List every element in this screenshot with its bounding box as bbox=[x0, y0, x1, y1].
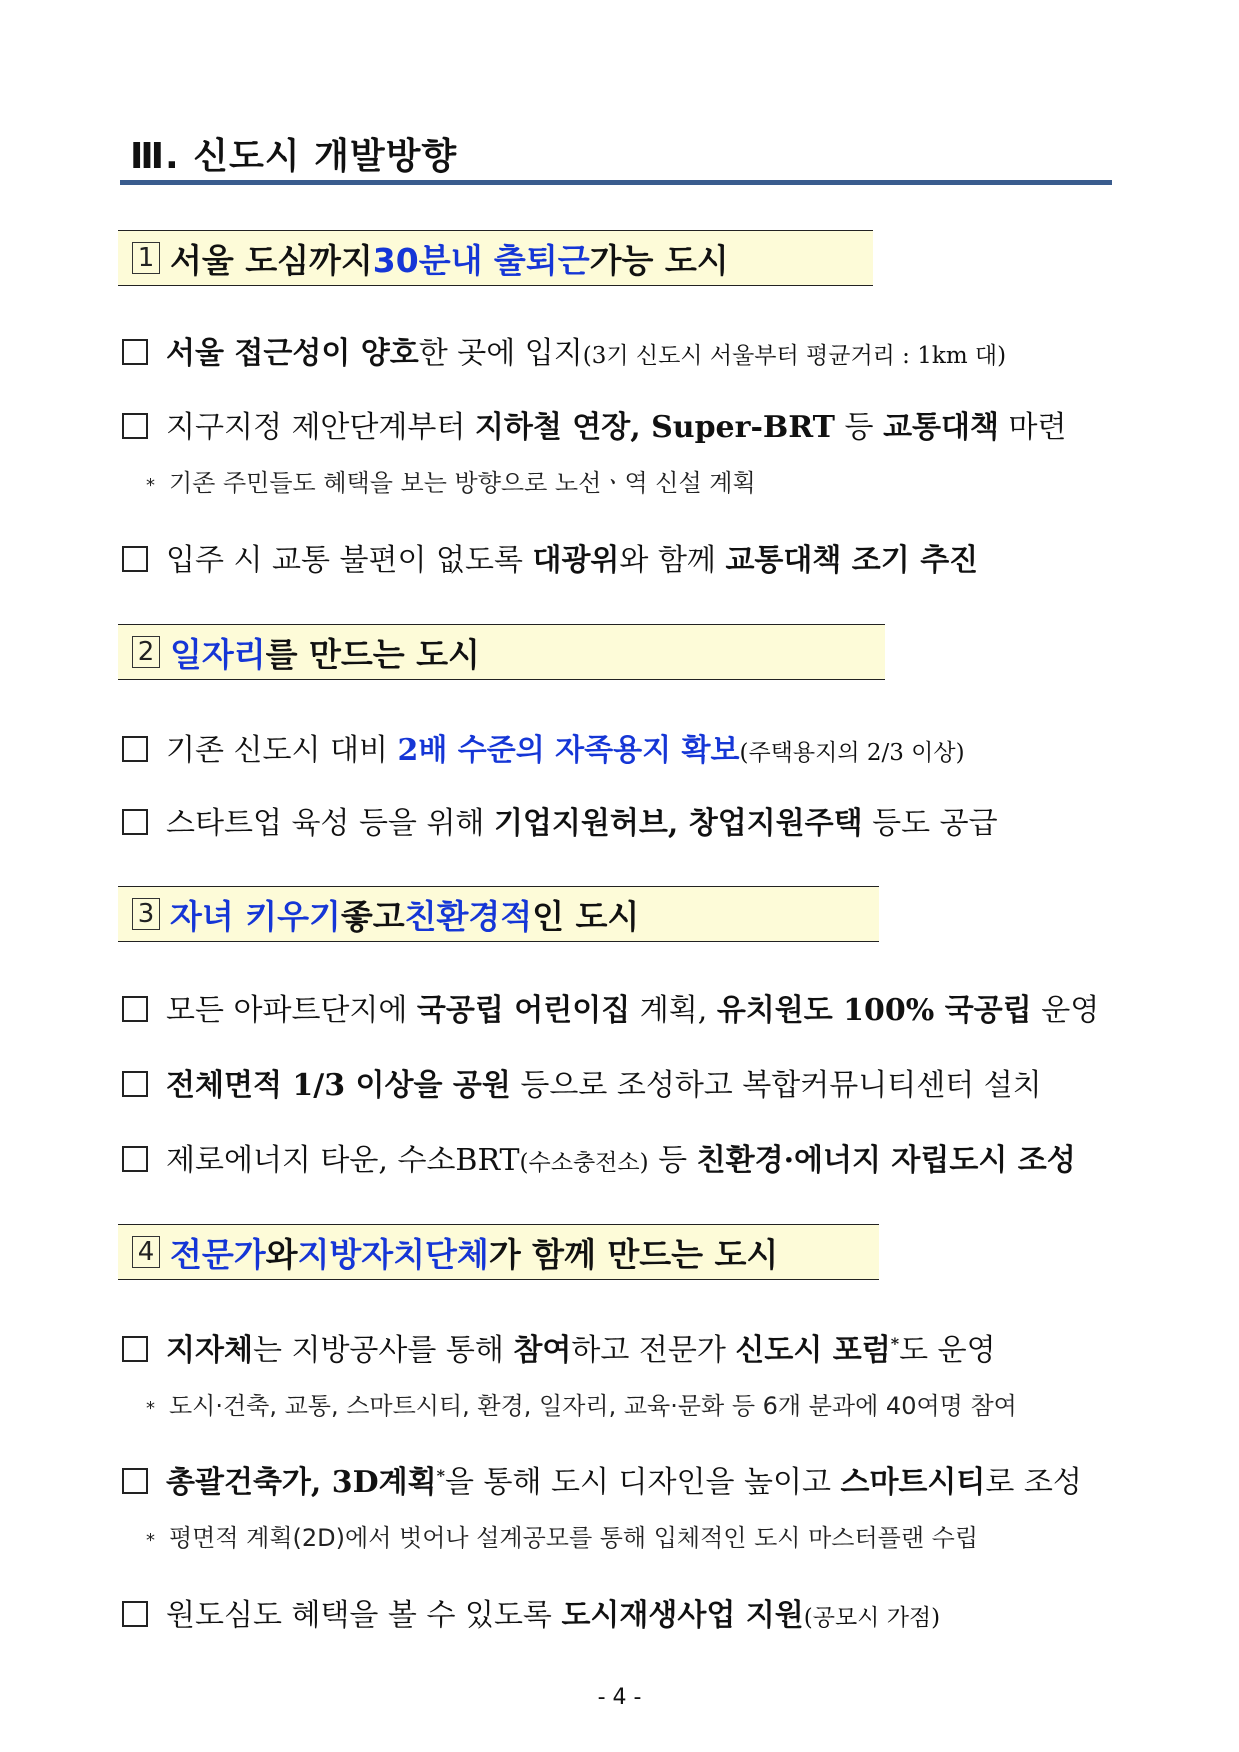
section-header-3: 3 자녀 키우기 좋고 친환경적 인 도시 bbox=[118, 886, 879, 942]
list-item: 모든 아파트단지에 국공립 어린이집 계획, 유치원도 100% 국공립 운영 bbox=[122, 985, 1099, 1029]
list-item: 전체면적 1/3 이상을 공원 등으로 조성하고 복합커뮤니티센터 설치 bbox=[122, 1060, 1042, 1104]
section-number: 3 bbox=[132, 898, 160, 930]
list-item: 지자체는 지방공사를 통해 참여하고 전문가 신도시 포럼*도 운영 bbox=[122, 1325, 996, 1369]
page-title: Ⅲ. 신도시 개발방향 bbox=[130, 136, 458, 177]
checkbox-square-icon bbox=[122, 413, 148, 439]
checkbox-square-icon bbox=[122, 809, 148, 835]
list-item: 스타트업 육성 등을 위해 기업지원허브, 창업지원주택 등도 공급 bbox=[122, 798, 998, 842]
checkbox-square-icon bbox=[122, 1146, 148, 1172]
checkbox-square-icon bbox=[122, 1601, 148, 1627]
asterisk-icon: * bbox=[146, 1530, 155, 1551]
asterisk-icon: * bbox=[146, 1398, 155, 1419]
checkbox-square-icon bbox=[122, 546, 148, 572]
checkbox-square-icon bbox=[122, 339, 148, 365]
list-item: 원도심도 혜택을 볼 수 있도록 도시재생사업 지원(공모시 가점) bbox=[122, 1590, 940, 1634]
list-item: 기존 신도시 대비 2배 수준의 자족용지 확보(주택용지의 2/3 이상) bbox=[122, 725, 965, 769]
checkbox-square-icon bbox=[122, 1336, 148, 1362]
section-number: 4 bbox=[132, 1236, 160, 1268]
title-underline bbox=[120, 180, 1112, 185]
section-number: 2 bbox=[132, 636, 160, 668]
list-item: 총괄건축가, 3D계획*을 통해 도시 디자인을 높이고 스마트시티로 조성 bbox=[122, 1457, 1082, 1501]
footnote: * 평면적 계획(2D)에서 벗어나 설계공모를 통해 입체적인 도시 마스터플랜 수립 bbox=[146, 1524, 979, 1552]
section-header-1: 1 서울 도심까지 30분내 출퇴근 가능 도시 bbox=[118, 230, 873, 286]
list-item: 서울 접근성이 양호한 곳에 입지(3기 신도시 서울부터 평균거리 : 1km 대) bbox=[122, 328, 1006, 372]
checkbox-square-icon bbox=[122, 1071, 148, 1097]
section-header-4: 4 전문가 와 지방자치단체 가 함께 만드는 도시 bbox=[118, 1224, 879, 1280]
checkbox-square-icon bbox=[122, 736, 148, 762]
list-item: 지구지정 제안단계부터 지하철 연장, Super-BRT 등 교통대책 마련 bbox=[122, 402, 1066, 446]
list-item: 입주 시 교통 불편이 없도록 대광위와 함께 교통대책 조기 추진 bbox=[122, 535, 978, 579]
checkbox-square-icon bbox=[122, 1468, 148, 1494]
footnote: * 도시·건축, 교통, 스마트시티, 환경, 일자리, 교육·문화 등 6개 분과에 40여명 참여 bbox=[146, 1392, 1017, 1420]
checkbox-square-icon bbox=[122, 996, 148, 1022]
section-number: 1 bbox=[132, 242, 160, 274]
section-header-2: 2 일자리 를 만드는 도시 bbox=[118, 624, 885, 680]
page-number: - 4 - bbox=[597, 1685, 642, 1710]
asterisk-icon: * bbox=[146, 475, 155, 496]
footnote: * 기존 주민들도 혜택을 보는 방향으로 노선ㆍ역 신설 계획 bbox=[146, 469, 756, 497]
list-item: 제로에너지 타운, 수소BRT(수소충전소) 등 친환경·에너지 자립도시 조성 bbox=[122, 1135, 1076, 1179]
